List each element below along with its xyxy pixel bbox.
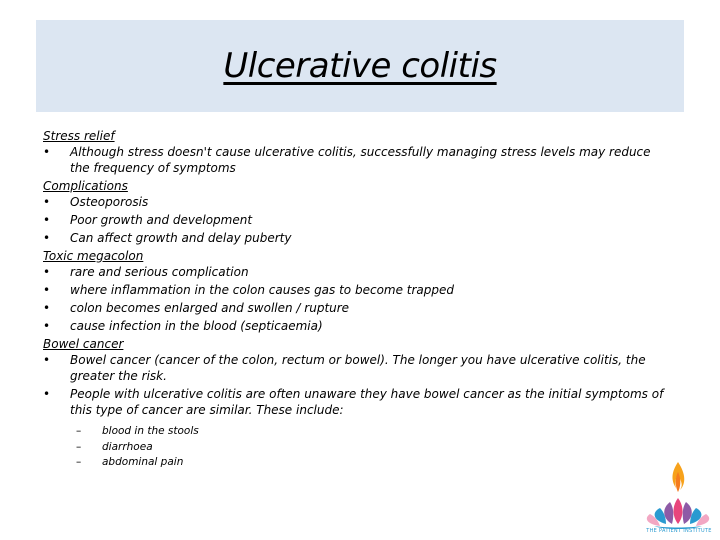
section-toxic-megacolon — [43, 248, 673, 334]
list-item: • colon becomes enlarged and swollen / rupture — [43, 300, 673, 316]
sub-list — [76, 424, 673, 471]
title-banner — [36, 20, 684, 112]
list-item — [43, 386, 673, 471]
section-bowel-cancer — [43, 336, 673, 471]
slide-content — [43, 128, 673, 473]
section-complications — [43, 178, 673, 246]
list-item: • Although stress doesn't cause ulcerative colitis, successfully managing stress levels may reduce the frequency of symptoms — [43, 144, 673, 176]
list-item: • Poor growth and development — [43, 212, 673, 228]
list-item: • Osteoporosis — [43, 194, 673, 210]
section-heading: Bowel cancer — [43, 337, 124, 351]
slide-title: Ulcerative colitis — [223, 46, 497, 86]
section-heading: Toxic megacolon — [43, 249, 144, 263]
list-item: • where inflammation in the colon causes gas to become trapped — [43, 282, 673, 298]
sub-list-item: – diarrhoea — [76, 440, 673, 456]
logo-caption: THE PATIENT INSTITUTE — [646, 528, 712, 534]
list-item: • cause infection in the blood (septicaemia) — [43, 318, 673, 334]
list-item: • Bowel cancer (cancer of the colon, rectum or bowel). The longer you have ulcerative colitis, the greater the risk. — [43, 352, 673, 384]
sub-list-item: – blood in the stools — [76, 424, 673, 440]
lotus-flame-logo-icon — [640, 458, 716, 536]
sub-list-item: – abdominal pain — [76, 455, 673, 471]
list-item: • rare and serious complication — [43, 264, 673, 280]
list-item: • Can affect growth and delay puberty — [43, 230, 673, 246]
section-heading: Complications — [43, 179, 128, 193]
section-stress-relief — [43, 128, 673, 176]
section-heading: Stress relief — [43, 129, 115, 143]
list-item-text: People with ulcerative colitis are often unaware they have bowel cancer as the initial symptoms of this type of cancer are similar. These include: — [70, 387, 664, 417]
